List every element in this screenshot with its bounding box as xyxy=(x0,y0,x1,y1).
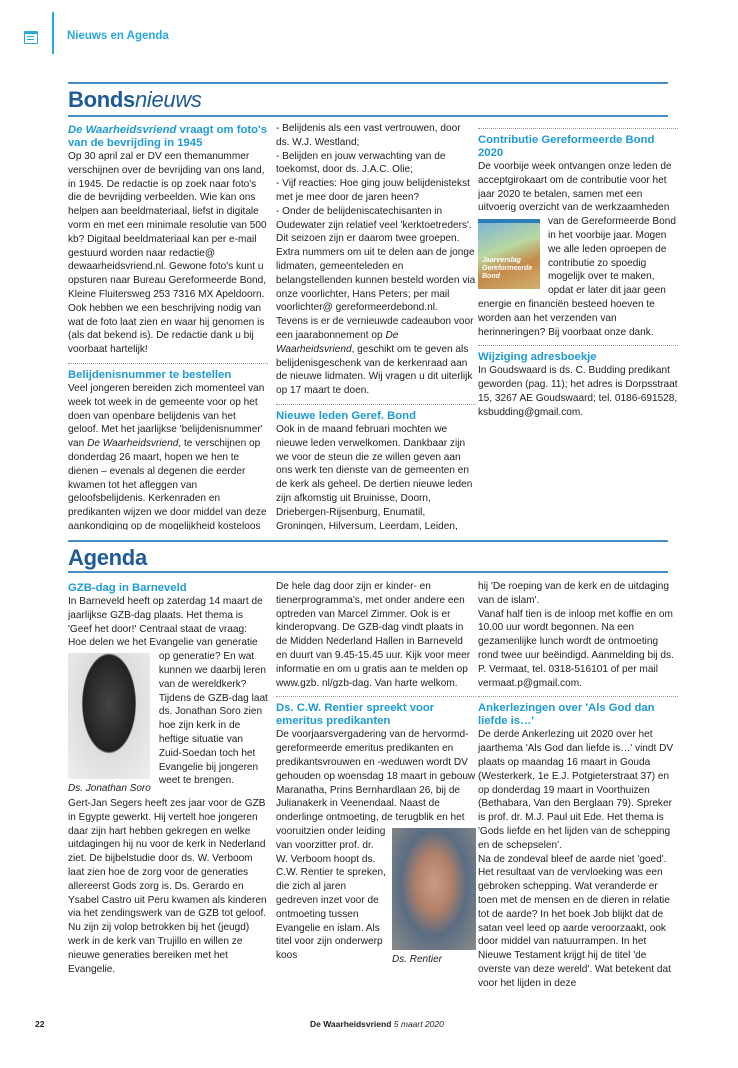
article-body xyxy=(276,315,476,398)
column-5 xyxy=(276,580,476,1000)
article-body: Na de zondeval bleef de aarde niet 'goed'. Het resultaat van de vervloeking was een gebroken schepping. Wat veranderde er toen met de mensen en de dieren in relatie tot de aarde? In het boek Job blijkt dat de satan veel leed op aarde veroorzaakt, ook door middel van natuurrampen. In het Nieuwe Testament krijgt hij de titel 'de overste van deze wereld'. Wat betekent dat voor het lijden in deze xyxy=(478,853,671,989)
calendar-icon xyxy=(24,31,38,44)
portrait-image xyxy=(392,828,476,950)
publication-name: De Waarheidsvriend xyxy=(310,1019,392,1029)
article-body: Ook in de maand februari mochten we nieuwe leden verwelkomen. Dankbaar zijn we voor de steun die ze willen geven aan ons werk ten dienste van de gemeenten en de kerk als geheel. De dertien nieuwe leden zijn afkomstig uit Bruinisse, Doorn, Driebergen-Rijsenburg, Enumatil, Groningen, Hilversum, Leerdam, Leiden, xyxy=(276,423,473,530)
article-heading: Ds. C.W. Rentier spreekt voor emeritus predikanten xyxy=(276,702,435,728)
section-title-bondsnieuws xyxy=(68,87,202,113)
article-body xyxy=(68,382,268,530)
heading-text: vraagt om foto's van de bevrijding in 1945 xyxy=(68,124,267,149)
article-body: In Barneveld heeft op zaterdag 14 maart de jaarlijkse GZB-dag plaats. Het thema is 'Geef het door!' Centraal staat de vraag: Hoe delen we het Evangelie van generatie op generatie? En wat kunnen we daarbij leren van de wereldkerk? Tijdens de GZB-dag laat ds. Jonathan Soro zien hoe zijn kerk in de heftige situatie van Zuid-Soedan toch het Evangelie bij jongeren weet te brengen. xyxy=(68,596,268,787)
section-title-agenda: Agenda xyxy=(68,545,147,570)
article-body: De voorjaarsvergadering van de hervormd-gereformeerde emeritus predikanten en predikantsvrouwen en -weduwen wordt DV gehouden op woensdag 18 maart in gebouw Maranatha, Prins Bernhardlaan 26, bij de Julianakerk in Veenendaal. Naast de onderlinge ontmoeting, de terugblik en het vooruitzien onder leiding van voorzitter prof. dr. W. Verboom hoopt ds. C.W. Rentier te spreken, die zich al jaren gedreven inzet voor de ontmoeting tussen Evangelie en islam. Als titel voor zijn onderwerp koos xyxy=(276,729,476,962)
text: Tevens is er de vernieuwde cadeaubon voor een jaarabonnement op xyxy=(276,316,474,341)
article-body: Vanaf half tien is de inloop met koffie en om 10.00 uur wordt begonnen. Na een gezamenlijke lunch wordt de ontmoeting rond twee uur beëindigd. Aanmelding bij ds. P. Vermaat, tel. 0318-516101 of per mail vermaat.p@gmail.com. xyxy=(478,608,674,689)
article-body-wrap xyxy=(68,595,268,794)
section-label: Nieuws en Agenda xyxy=(67,30,169,42)
title-italic: nieuws xyxy=(134,87,202,112)
heading-italic: De Waarheidsvriend xyxy=(68,124,177,136)
photo-caption: Ds. Rentier xyxy=(392,954,443,966)
list-item: - Belijden en jouw verwachting van de toekomst, door ds. J.A.C. Olie; xyxy=(276,150,446,176)
article-body: Op 30 april zal er DV een themanummer verschijnen over de bevrijding van ons land, in 1945. De redactie is op zoek naar foto's die de bevrijding verbeelden. Wie kan ons helpen aan beeldmateriaal, liefst in digitale vorm en met een minimale resolutie van 500 kb? Digitaal beeldmateriaal kan per e-mail gestuurd worden naar redactie@ dewaarheidsvriend.nl. Gewone foto's kunt u opsturen naar Bureau Gereformeerde Bond, Kleine Fluitersweg 253 7316 MX Apeldoorn. Ook hebben we een beschrijving nodig van wat de foto laat zien en waar hij genomen is (als dat bekend is). De redactie dank u bij voorbaat hartelijk! xyxy=(68,151,267,356)
photo-rentier xyxy=(392,828,476,966)
article-body: Extra nummers om uit te delen aan de jonge lidmaten, gemeenteleden en belangstellenden kunnen besteld worden via onze voorlichter, Hans Peters; per mail voorlichter@ gereformeerdebond.nl. xyxy=(276,247,476,314)
article-heading: Belijdenisnummer te bestellen xyxy=(68,368,232,381)
article-body: De voorbije week ontvangen onze leden de acceptgirokaart om de contributie voor het jaar 2020 te betalen, samen met een uitvoerig overzicht van de werkzaamheden xyxy=(478,161,672,214)
article-body-wrap xyxy=(276,728,476,966)
list-item: - Belijdenis als een vast vertrouwen, door ds. W.J. Westland; xyxy=(276,123,461,148)
photo-caption: Ds. Jonathan Soro xyxy=(68,783,151,794)
article-body: De derde Ankerlezing uit 2020 over het jaarthema 'Als God dan liefde is…' vindt DV plaats op maandag 16 maart in Gouda (Westerkerk, 1e E.J. Potgieterstraat 37) en op donderdag 19 maart in Voorthuizen (Bethabara, Van den Berglaan 79). Spreker is prof. dr. M.J. Paul uit Ede. Het thema is 'Gods liefde en het lijden van de schepping en de schepselen'. xyxy=(478,729,674,851)
text: Veel jongeren bereiden zich momenteel van week tot week in de gemeente voor op het doen van openbare belijdenis van het geloof. Met het jaarlijkse 'belijdenisnummer' van xyxy=(68,382,265,450)
column-3 xyxy=(478,122,678,530)
text: , te verschijnen op donderdag 26 maart, hopen we hen te dienen – evenals al degenen die eerder kwamen tot het afleggen van geloofsbelijdenis. Kerkenraden en predikanten wijzen we door middel van deze aankondiging op de mogelijkheid kosteloos xyxy=(68,438,267,530)
rule xyxy=(68,82,668,84)
divider xyxy=(276,404,476,405)
column-2 xyxy=(276,122,476,530)
divider xyxy=(478,128,678,129)
divider xyxy=(478,345,678,346)
article-body: De hele dag door zijn er kinder- en tienerprogramma's, met onder andere een optreden van Marcel Zimmer. Ook is er kinderopvang. De GZB-dag vindt plaats in de Midden Nederland Hallen in Barneveld en duurt van 9.45-15.45 uur. Kijk voor meer informatie en om u gratis aan te melden op www.gzb. nl/gzb-dag. Van harte welkom. xyxy=(276,581,471,689)
text: , geschikt om te geven als belijdenisgeschenk van de kerkenraad aan de nieuwe lidmaten. Wij vragen u dit uiterlijk op 17 maart te doen. xyxy=(276,343,473,397)
divider xyxy=(276,696,476,697)
article-body: hij 'De roeping van de kerk en de uitdaging van de islam'. xyxy=(478,581,670,606)
title-bold: Bonds xyxy=(68,87,135,112)
article-heading: Ankerlezingen over 'Als God dan liefde is…' xyxy=(478,702,655,728)
rule xyxy=(68,571,668,573)
cover-text: Jaarverslag Gereformeerde Bond xyxy=(482,257,533,281)
column-6 xyxy=(478,580,678,1000)
photo-soro xyxy=(68,653,151,795)
text-italic: De Waarheidsvriend xyxy=(276,329,399,355)
article-body: Gert-Jan Segers heeft zes jaar voor de GZB in Egypte gewerkt. Hij vertelt hoe jongeren daar zijn hart hebben gekregen en welke uitdagingen hij nu voor de kerk in Nederland ziet. De bijbelstudie door ds. W. Verboom laat zien hoe de zorg voor de generaties allereerst Gods zorg is. Ds. Gerardo en Ysabel Castro uit Peru kwamen als kinderen via het zendingswerk van de GZB tot geloof. Nu zijn zij volop betrokken bij het (jeugd) werk in de kerk van Trujillo en willen ze nieuwe generaties bereiken met het Evangelie. xyxy=(68,798,267,975)
article-heading: Contributie Gereformeerde Bond 2020 xyxy=(478,134,655,159)
column-4 xyxy=(68,580,268,1000)
text-italic: De Waarheidsvriend xyxy=(87,438,179,450)
article-body: In Goudswaard is ds. C. Budding predikant geworden (pag. 11); het adres is Dorpsstraat 15, 3267 AE Goudswaard; tel. 0186-691528, ksbudding@gmail.com. xyxy=(478,365,678,418)
header-divider xyxy=(52,12,54,54)
rule xyxy=(68,115,668,117)
publication-date: 5 maart 2020 xyxy=(393,1019,444,1029)
book-cover-image xyxy=(478,219,540,289)
divider xyxy=(478,696,678,697)
list-item: - Onder de belijdeniscatechisanten in Oudewater zijn relatief veel 'kerktoetreders'. Dit seizoen zijn er daarom twee groepen. xyxy=(276,205,472,245)
rule xyxy=(68,540,668,542)
article-heading: GZB-dag in Barneveld xyxy=(68,582,187,594)
portrait-image xyxy=(68,653,150,779)
list-item: - Vijf reacties: Hoe ging jouw belijdenistekst met je mee door de jaren heen? xyxy=(276,178,470,203)
article-heading xyxy=(68,124,268,150)
divider xyxy=(68,363,268,364)
article-heading: Wijziging adresboekje xyxy=(478,351,597,364)
article-body: van de Gereformeerde Bond in het voorbije jaar. Mogen we alle leden oproepen de contributie zo spoedig mogelijk over te maken, opdat er later dit jaar geen energie en financiën besteed hoeven te worden aan het verzenden van herinneringen? Bij voorbaat onze dank. xyxy=(478,216,676,338)
publication-footer xyxy=(310,1019,444,1029)
column-1 xyxy=(68,122,268,530)
page-number: 22 xyxy=(35,1019,45,1029)
article-heading: Nieuwe leden Geref. Bond xyxy=(276,409,416,422)
